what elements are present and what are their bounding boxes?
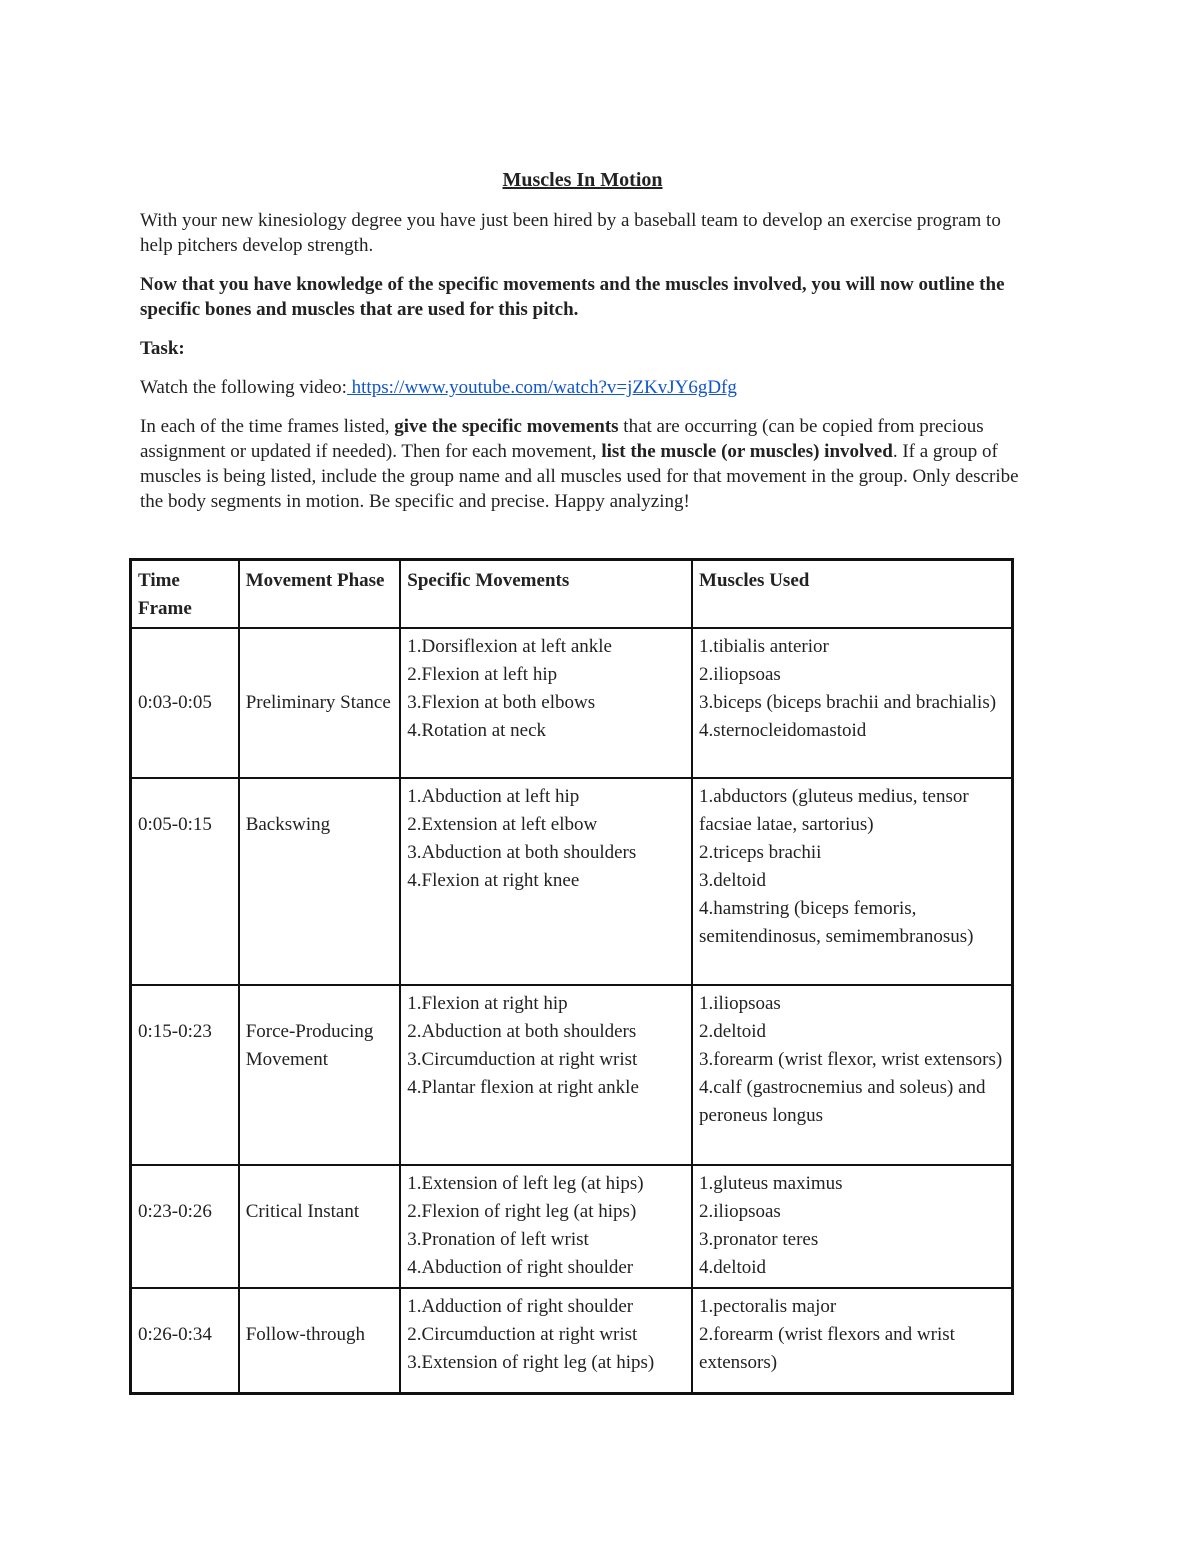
list-item: 3.Circumduction at right wrist: [407, 1049, 638, 1070]
list-item: 2.Abduction at both shoulders: [407, 1021, 637, 1042]
list-item: 4.Rotation at neck: [407, 720, 547, 741]
muscles-cell: [692, 1165, 1012, 1288]
list-item: 3.deltoid: [699, 870, 767, 891]
instructions-bold2: list the muscle (or muscles) involved: [601, 441, 893, 462]
list-item: 4.Plantar flexion at right ankle: [407, 1077, 639, 1098]
phase-cell: [239, 1288, 401, 1394]
movements-cell: [400, 1288, 692, 1394]
table-row: [131, 628, 1013, 778]
list-item: 1.Dorsiflexion at left ankle: [407, 636, 612, 657]
phase-text: Critical Instant: [245, 1201, 360, 1222]
muscles-cell: [692, 778, 1012, 985]
phase-text: Force-Producing Movement: [245, 1021, 374, 1070]
time-text: 0:23-0:26: [138, 1201, 212, 1222]
list-item: 2.Flexion of right leg (at hips): [407, 1201, 637, 1222]
instructions-bold1: give the specific movements: [394, 416, 619, 437]
list-item: 3.Extension of right leg (at hips): [407, 1352, 655, 1373]
instructions-part2: that are occurring (can be copied from precious assignment or updated if needed). Then for each movement,: [140, 416, 984, 462]
time-text: 0:26-0:34: [138, 1324, 212, 1345]
list-item: 1.Adduction of right shoulder: [407, 1296, 634, 1317]
phase-cell: [239, 778, 401, 985]
list-item: 2.Flexion at left hip: [407, 664, 558, 685]
list-item: 2.forearm (wrist flexors and wrist extensors): [699, 1324, 955, 1373]
list-item: 2.deltoid: [699, 1021, 767, 1042]
instructions-paragraph: [140, 414, 1025, 514]
list-item: 1.Flexion at right hip: [407, 993, 568, 1014]
muscles-cell: [692, 1288, 1012, 1394]
movements-cell: [400, 628, 692, 778]
table-row: [131, 1288, 1013, 1394]
bold-instruction: Now that you have knowledge of the specific movements and the muscles involved, you will now outline the specific bones and muscles that are used for this pitch.: [140, 274, 1005, 320]
phase-text: Follow-through: [245, 1324, 365, 1345]
time-cell: 0:03-0:05: [131, 628, 239, 778]
table-row: [131, 778, 1013, 985]
table-row: [131, 985, 1013, 1165]
list-item: 1.iliopsoas: [699, 993, 781, 1014]
list-item: 2.iliopsoas: [699, 1201, 781, 1222]
time-cell: [131, 985, 239, 1165]
time-cell: [131, 1288, 239, 1394]
header-movement-phase: Movement Phase: [239, 560, 401, 629]
time-text: 0:05-0:15: [138, 814, 212, 835]
list-item: 1.gluteus maximus: [699, 1173, 843, 1194]
list-item: 4.deltoid: [699, 1257, 767, 1278]
movement-table: [129, 558, 1014, 1395]
list-item: 4.hamstring (biceps femoris, semitendinosus, semimembranosus): [699, 898, 974, 947]
table-header-row: [131, 560, 1013, 629]
instructions-part3: . If a group of muscles is being listed, include the group name and all muscles used for that movement in the group. Only describe the body segments in motion. Be specific and precise. Happy analyzing!: [140, 441, 1019, 512]
list-item: 3.Pronation of left wrist: [407, 1229, 589, 1250]
time-cell: [131, 1165, 239, 1288]
muscles-cell: [692, 628, 1012, 778]
table-row: [131, 1165, 1013, 1288]
movements-cell: [400, 778, 692, 985]
header-specific-movements: Specific Movements: [400, 560, 692, 629]
movements-cell: [400, 1165, 692, 1288]
intro-paragraph: With your new kinesiology degree you have just been hired by a baseball team to develop an exercise program to help pitchers develop strength.: [140, 210, 1001, 256]
phase-cell: [239, 1165, 401, 1288]
header-time-frame: Time Frame: [131, 560, 239, 629]
list-item: 4.sternocleidomastoid: [699, 720, 867, 741]
watch-prefix: Watch the following video:: [140, 377, 347, 398]
list-item: 1.abductors (gluteus medius, tensor facsiae latae, sartorius): [699, 786, 969, 835]
list-item: 3.Flexion at both elbows: [407, 692, 596, 713]
list-item: 3.pronator teres: [699, 1229, 819, 1250]
list-item: 2.triceps brachii: [699, 842, 822, 863]
list-item: 2.iliopsoas: [699, 664, 781, 685]
list-item: 4.Flexion at right knee: [407, 870, 580, 891]
task-label: Task:: [140, 338, 185, 359]
movements-cell: [400, 985, 692, 1165]
list-item: 1.Abduction at left hip: [407, 786, 580, 807]
header-muscles-used: Muscles Used: [692, 560, 1012, 629]
list-item: 1.tibialis anterior: [699, 636, 829, 657]
phase-cell: [239, 985, 401, 1165]
instructions-part1: In each of the time frames listed,: [140, 416, 395, 437]
muscles-cell: [692, 985, 1012, 1165]
document-body: [140, 168, 1025, 528]
page-title: Muscles In Motion: [502, 169, 663, 191]
list-item: 3.Abduction at both shoulders: [407, 842, 637, 863]
list-item: 4.calf (gastrocnemius and soleus) and peroneus longus: [699, 1077, 986, 1126]
time-cell: [131, 778, 239, 985]
list-item: 2.Extension at left elbow: [407, 814, 598, 835]
phase-cell: Preliminary Stance: [239, 628, 401, 778]
list-item: 3.biceps (biceps brachii and brachialis): [699, 692, 997, 713]
list-item: 4.Abduction of right shoulder: [407, 1257, 634, 1278]
video-link[interactable]: https://www.youtube.com/watch?v=jZKvJY6gDfg: [346, 377, 737, 398]
list-item: 3.forearm (wrist flexor, wrist extensors): [699, 1049, 1003, 1070]
watch-paragraph: [140, 375, 1025, 400]
time-text: 0:15-0:23: [138, 1021, 212, 1042]
list-item: 1.pectoralis major: [699, 1296, 837, 1317]
list-item: 2.Circumduction at right wrist: [407, 1324, 638, 1345]
phase-text: Backswing: [245, 814, 331, 835]
list-item: 1.Extension of left leg (at hips): [407, 1173, 644, 1194]
